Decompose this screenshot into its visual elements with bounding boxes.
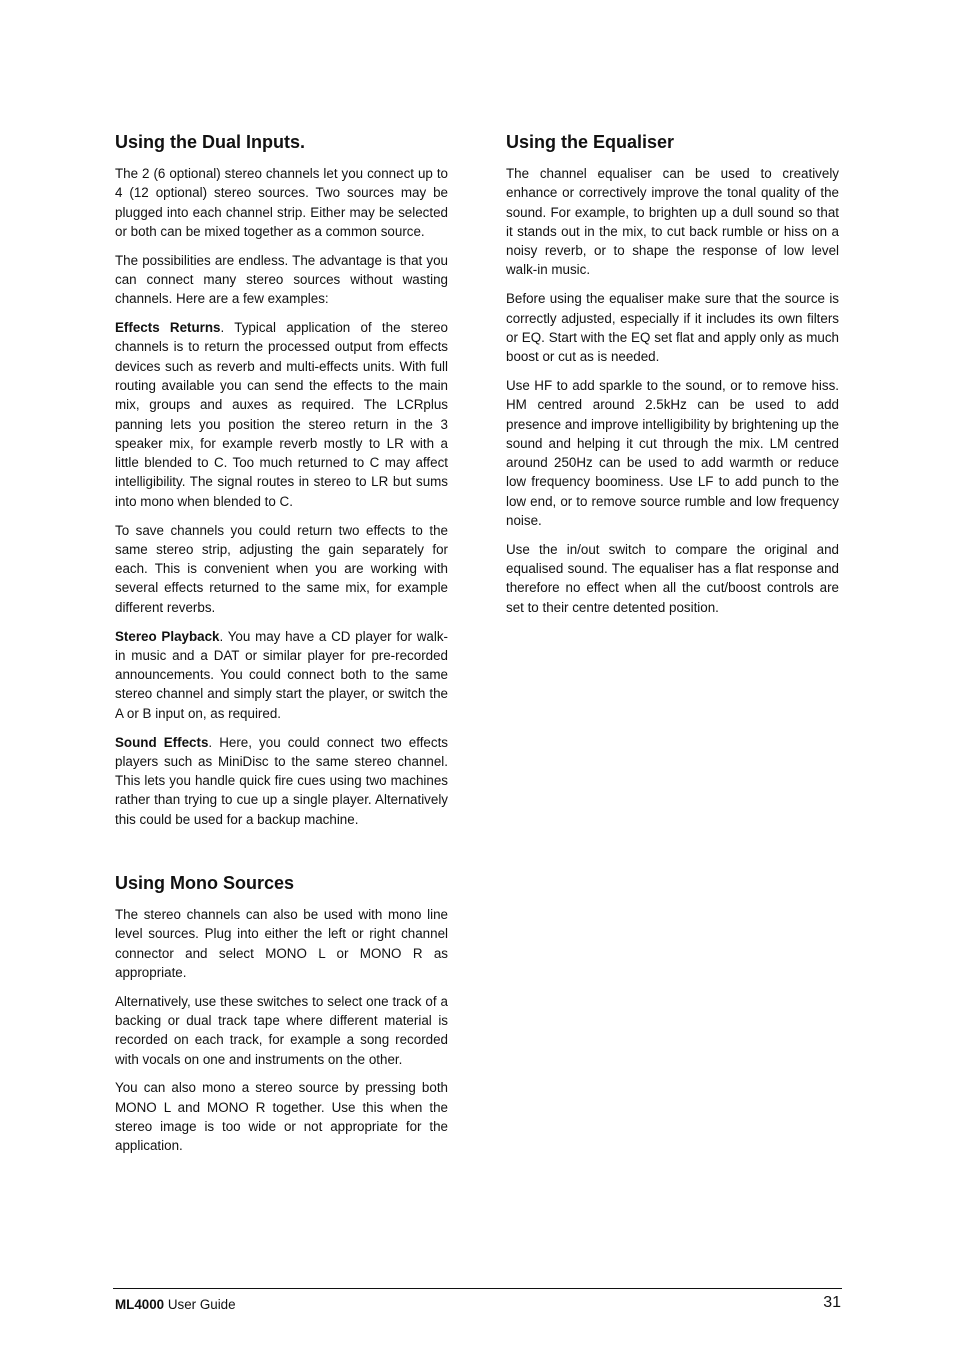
footer-guide: User Guide (164, 1297, 236, 1312)
equaliser-heading: Using the Equaliser (506, 132, 675, 152)
mono-sources-paragraph-3: You can also mono a stereo source by pressing both MONO L and MONO R together. Use this when the stereo image is too wide or not appropriate for the application. (115, 1080, 448, 1154)
stereo-playback-text: . You may have a CD player for walk-in music and a DAT or similar player for pre-recorded announcements. You could connect both to the same stereo channel and simply start the player, or switch the A or B input on, as required. (115, 628, 448, 721)
dual-inputs-paragraph-4: To save channels you could return two effects to the same stereo strip, adjusting the gain separately for each. This is convenient when you are working with several effects returned to the same mix, for example different reverbs. (115, 522, 448, 615)
stereo-playback-label: Stereo Playback (115, 628, 220, 644)
left-column (115, 130, 448, 1165)
dual-inputs-heading: Using the Dual Inputs. (115, 132, 306, 152)
effects-returns-text: . Typical application of the stereo channels is to return the processed output from effects devices such as reverb and multi-effects units. With full routing available you can send the effects to the main mix, groups and auxes as required. The LCRplus panning lets you position the stereo return in the 3 speaker mix, for example reverb mostly to LR with a little blended to C. Too much returned to C may affect intelligibility. The signal routes in stereo to LR but sums into mono when blended to C. (115, 320, 449, 509)
footer-divider (113, 1288, 842, 1289)
sound-effects-paragraph (115, 733, 448, 829)
effects-returns-paragraph (115, 318, 448, 511)
right-column (506, 130, 839, 627)
stereo-playback-paragraph (115, 627, 448, 723)
equaliser-paragraph-1: The channel equaliser can be used to creatively enhance or correctively improve the tonal quality of the sound. For example, to brighten up a dull sound so that it stands out in the mix, to cut back rumble or hiss on a noisy reverb, or to shape the response of low level walk-in music. (506, 166, 839, 278)
footer-product: ML4000 (115, 1297, 165, 1312)
mono-sources-paragraph-1: The stereo channels can also be used with mono line level sources. Plug into either the left or right channel connector and select MONO L or MONO R as appropriate. (115, 907, 448, 980)
equaliser-paragraph-3: Use HF to add sparkle to the sound, or to remove hiss. HM centred around 2.5kHz can be used to add presence and improve intelligibility by brightening up the sound and helping it cut through the mix. LM centred around 250Hz can be used to add warmth or reduce low frequency boominess. Use LF to add punch to the low end, or to remove source rumble and low frequency noise. (506, 377, 839, 529)
sound-effects-text: . Here, you could connect two effects players such as MiniDisc to the same stereo channel. This lets you handle quick fire cues using two machines rather than trying to cue up a single player. Alternatively this could be used for a backup machine. (115, 734, 448, 827)
effects-returns-label: Effects Returns (115, 320, 221, 336)
equaliser-paragraph-4: Use the in/out switch to compare the original and equalised sound. The equaliser has a flat response and therefore no effect when all the cut/boost controls are set to their centre detented position. (506, 541, 839, 615)
dual-inputs-paragraph-1: The 2 (6 optional) stereo channels let you connect up to 4 (12 optional) stereo sources. Two sources may be plugged into each channel strip. Either may be selected or both can be mixed together as a common source. (115, 166, 448, 239)
mono-sources-heading: Using Mono Sources (115, 873, 295, 893)
mono-sources-paragraph-2: Alternatively, use these switches to select one track of a backing or dual track tape where different material is recorded on each track, for example a song recorded with vocals on one and instruments on the other. (115, 993, 448, 1067)
equaliser-paragraph-2: Before using the equaliser make sure that the source is correctly adjusted, especially if it includes its own filters or EQ. Start with the EQ set flat and apply only as much boost or cut as is needed. (506, 291, 839, 365)
page-number: 31 (823, 1294, 841, 1311)
dual-inputs-paragraph-2: The possibilities are endless. The advantage is that you can connect many stereo sources without wasting channels. Here are a few examples: (115, 252, 448, 307)
sound-effects-label: Sound Effects (115, 734, 209, 750)
footer-title (115, 1297, 236, 1312)
